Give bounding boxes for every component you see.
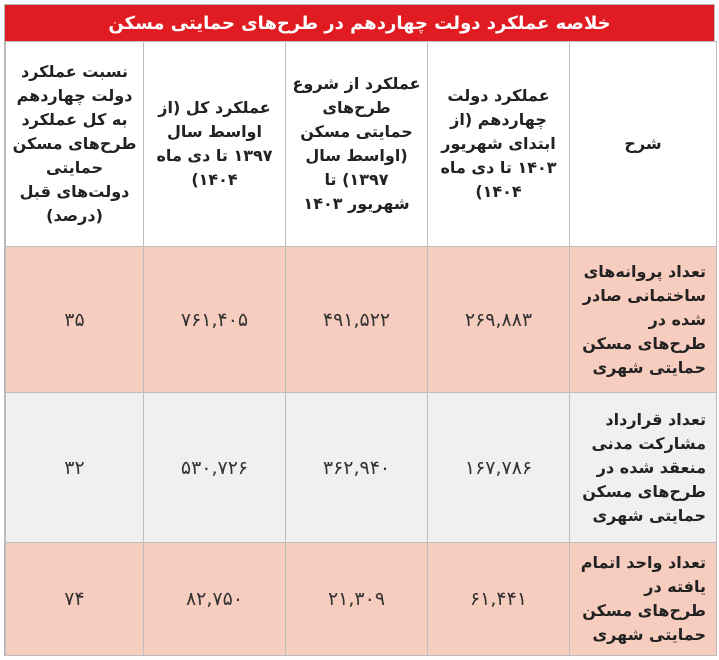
cell-total: ۷۶۱,۴۰۵ (144, 247, 286, 393)
header-description: شرح (570, 42, 717, 247)
table-row (6, 393, 717, 543)
header-total: عملکرد کل (از اواسط سال ۱۳۹۷ تا دی ماه ۱۴۰۴) (144, 42, 286, 247)
summary-table (5, 41, 717, 656)
table-row (6, 247, 717, 393)
row-description: تعداد واحد اتمام یافته در طرح‌های مسکن حمایتی شهری (570, 543, 717, 656)
cell-total: ۵۳۰,۷۲۶ (144, 393, 286, 543)
table-title: خلاصه عملکرد دولت چهاردهم در طرح‌های حمایتی مسکن (5, 5, 714, 41)
row-description: تعداد قرارداد مشارکت مدنی منعقد شده در طرح‌های مسکن حمایتی شهری (570, 393, 717, 543)
cell-since-start: ۳۶۲,۹۴۰ (286, 393, 428, 543)
table-row (6, 543, 717, 656)
header-since-start: عملکرد از شروع طرح‌های حمایتی مسکن (اواسط سال ۱۳۹۷) تا شهریور ۱۴۰۳ (286, 42, 428, 247)
cell-gov14: ۲۶۹,۸۸۳ (428, 247, 570, 393)
row-description: تعداد پروانه‌های ساختمانی صادر شده در طرح‌های مسکن حمایتی شهری (570, 247, 717, 393)
cell-gov14: ۱۶۷,۷۸۶ (428, 393, 570, 543)
cell-ratio: ۳۲ (6, 393, 144, 543)
header-row (6, 42, 717, 247)
header-ratio: نسبت عملکرد دولت چهاردهم به کل عملکرد طرح‌های مسکن حمایتی دولت‌های قبل (درصد) (6, 42, 144, 247)
cell-total: ۸۲,۷۵۰ (144, 543, 286, 656)
cell-gov14: ۶۱,۴۴۱ (428, 543, 570, 656)
cell-ratio: ۳۵ (6, 247, 144, 393)
cell-ratio: ۷۴ (6, 543, 144, 656)
summary-table-frame (4, 4, 715, 656)
cell-since-start: ۴۹۱,۵۲۲ (286, 247, 428, 393)
cell-since-start: ۲۱,۳۰۹ (286, 543, 428, 656)
header-gov14: عملکرد دولت چهاردهم (از ابتدای شهریور ۱۴۰۳ تا دی ماه ۱۴۰۴) (428, 42, 570, 247)
